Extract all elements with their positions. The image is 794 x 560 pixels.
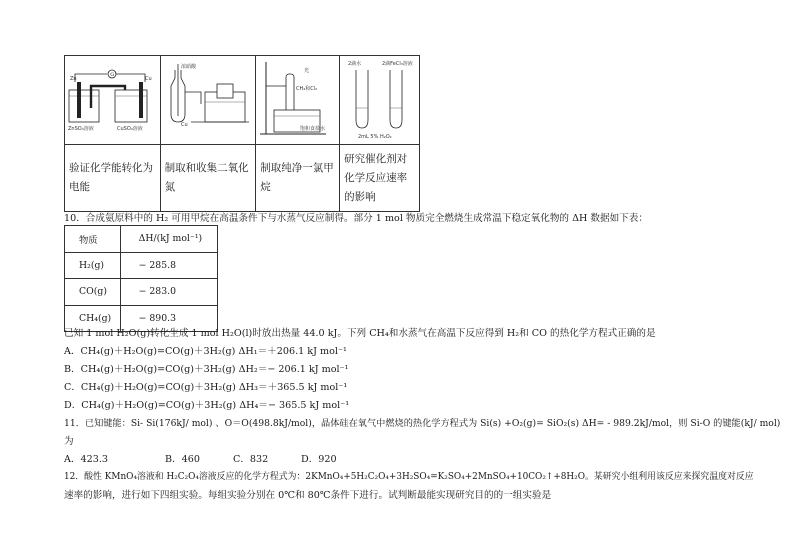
table-header-cell: 物质	[65, 226, 121, 253]
conc-nitric-label: 浓硝酸	[180, 64, 196, 70]
q11-stem-continued: 为	[64, 436, 74, 447]
catalyst-test-tubes-figure	[340, 56, 420, 145]
zn-label: Zn	[70, 76, 77, 82]
galvanic-cell-figure	[65, 56, 161, 145]
table-cell: CO(g)	[65, 279, 121, 306]
cu-label-2: Cu	[180, 122, 188, 128]
table-cell: CH₄(g)	[65, 305, 121, 332]
q11-stem: 11．已知键能：Si- Si(176kJ/ mol) 、O＝O(498.8kJ/mol)，晶体硅在氧气中燃烧的热化学方程式为 Si(s) +O₂(g)= SiO₂(s) ΔH= - 989.2kJ/mol，则 Si-O 的键能(kJ/ mol)	[64, 418, 781, 429]
q10-option-c: C．CH₄(g)＋H₂O(g)=CO(g)＋3H₂(g) ΔH₃＝＋365.5 kJ mol⁻¹	[64, 382, 348, 393]
apparatus-caption: 制取和收集二氧化氮	[160, 145, 256, 212]
table-cell: H₂(g)	[65, 252, 121, 279]
cuso4-label: CuSO₄溶液	[117, 126, 143, 132]
apparatus-table	[64, 55, 420, 212]
q12-stem-continued: 速率的影响，进行如下四组实验。每组实验分别在 0℃和 80℃条件下进行。试判断最能实现研究目的的一组实验是	[64, 490, 552, 501]
brine-label: 饱和食盐水	[300, 126, 326, 132]
table-cell: − 890.3	[120, 305, 217, 332]
no2-apparatus-figure	[160, 56, 256, 145]
table-cell: − 285.8	[120, 252, 217, 279]
two-drops-water-label: 2滴水	[348, 61, 362, 67]
table-row	[65, 252, 218, 279]
q11-option-c: C．832	[233, 454, 269, 465]
table-header-row	[65, 226, 218, 253]
q10-option-b: B．CH₄(g)＋H₂O(g)=CO(g)＋3H₂(g) ΔH₂＝− 206.1 kJ mol⁻¹	[64, 364, 349, 375]
q11-option-a: A．423.3	[64, 454, 108, 465]
h2o2-label: 2mL 5% H₂O₂	[358, 134, 392, 140]
table-cell: − 283.0	[120, 279, 217, 306]
q10-option-d: D．CH₄(g)＋H₂O(g)=CO(g)＋3H₂(g) ΔH₄＝− 365.5 kJ mol⁻¹	[64, 400, 350, 411]
apparatus-caption: 制取纯净一氯甲烷	[256, 145, 340, 212]
znso4-label: ZnSO₄溶液	[68, 126, 94, 132]
q11-option-b: B．460	[165, 454, 200, 465]
light-label: 光	[304, 68, 310, 74]
q12-stem: 12．酸性 KMnO₄溶液和 H₂C₂O₄溶液反应的化学方程式为：2KMnO₄+5H₂C₂O₄+3H₂SO₄=K₂SO₄+2MnSO₄+10CO₂↑+8H₂O。某研究小组利用该反应来探究温度对反应	[64, 472, 754, 482]
apparatus-caption: 研究催化剂对化学反应速率的影响	[340, 145, 420, 212]
table-header-cell: ΔH/(kJ mol⁻¹)	[120, 226, 217, 253]
q10-known: 已知 1 mol H₂O(g)转化生成 1 mol H₂O(l)时放出热量 44.0 kJ。下列 CH₄和水蒸气在高温下反应得到 H₂和 CO 的热化学方程式正确的是	[64, 328, 656, 339]
two-drops-fecl3-label: 2滴FeCl₃溶液	[382, 61, 413, 67]
ch4-cl2-label: CH₄和Cl₂	[296, 86, 318, 92]
q10-stem: 10．合成氨原料中的 H₂ 可用甲烷在高温条件下与水蒸气反应制得。部分 1 mol 物质完全燃烧生成常温下稳定氧化物的 ΔH 数据如下表：	[64, 213, 648, 224]
enthalpy-table	[64, 225, 218, 332]
cu-label: Cu	[145, 76, 152, 82]
q11-option-d: D．920	[301, 454, 337, 465]
chloromethane-apparatus-figure	[256, 56, 340, 145]
apparatus-caption: 验证化学能转化为电能	[65, 145, 161, 212]
q10-option-a: A．CH₄(g)＋H₂O(g)=CO(g)＋3H₂(g) ΔH₁＝＋206.1 kJ mol⁻¹	[64, 346, 347, 357]
table-row	[65, 279, 218, 306]
svg-text:G: G	[110, 72, 115, 78]
